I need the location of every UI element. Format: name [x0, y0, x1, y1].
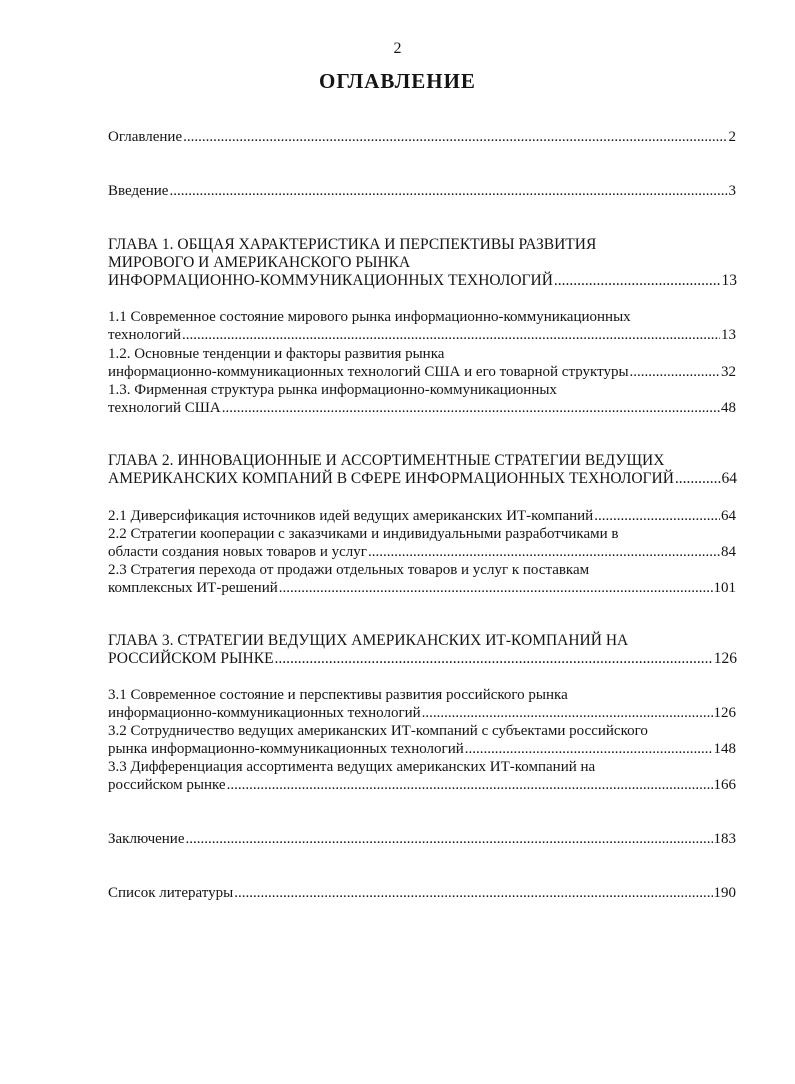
dot-leader: [275, 650, 713, 668]
toc-entry-text: 2.1 Диверсификация источников идей ведущих американских ИТ-компаний: [108, 508, 594, 524]
toc-entry-text: Список литературы: [108, 885, 234, 901]
toc-entry-text: 1.3. Фирменная структура рынка информационно-коммуникационных: [108, 382, 557, 398]
toc-page-number: 13: [721, 327, 736, 343]
toc-chapter-3[interactable]: [108, 632, 737, 668]
dot-leader: [594, 507, 720, 525]
dot-leader: [234, 884, 712, 902]
toc-entry-text: рынка информационно-коммуникационных технологий: [108, 741, 464, 757]
dot-leader: [675, 470, 721, 488]
toc-entry-text: 1.2. Основные тенденции и факторы развития рынка: [108, 346, 445, 362]
toc-section-2-1[interactable]: [108, 507, 736, 525]
dot-leader: [169, 182, 727, 200]
toc-page-number: 190: [713, 885, 736, 901]
toc-entry-vvedenie[interactable]: [108, 182, 736, 200]
dot-leader: [422, 704, 713, 722]
toc-section-1-2[interactable]: [108, 345, 736, 381]
dot-leader: [279, 579, 713, 597]
toc-entry-text: технологий: [108, 327, 182, 343]
toc-entry-zakluchenie[interactable]: [108, 830, 736, 848]
toc-page-number: 2: [728, 129, 736, 145]
toc-entry-text: 3.1 Современное состояние и перспективы развития российского рынка: [108, 687, 568, 703]
toc-section-2-3[interactable]: [108, 561, 736, 597]
toc-entry-text: 3.3 Дифференциация ассортимента ведущих американских ИТ-компаний на: [108, 759, 596, 775]
toc-entry-text: АМЕРИКАНСКИХ КОМПАНИЙ В СФЕРЕ ИНФОРМАЦИОННЫХ ТЕХНОЛОГИЙ: [108, 470, 674, 487]
toc-entry-text: Введение: [108, 183, 169, 199]
dot-leader: [222, 399, 720, 417]
toc-page-number: 84: [721, 544, 736, 560]
toc-section-3-1[interactable]: [108, 686, 736, 722]
toc-page-number: 32: [721, 364, 736, 380]
toc-entry-text: ГЛАВА 1. ОБЩАЯ ХАРАКТЕРИСТИКА И ПЕРСПЕКТИВЫ РАЗВИТИЯ: [108, 236, 597, 253]
toc-section-3-3[interactable]: [108, 758, 736, 794]
toc-entry-text: Оглавление: [108, 129, 183, 145]
toc-entry-oglavlenie[interactable]: [108, 128, 736, 146]
toc-page-number: 148: [713, 741, 736, 757]
toc-chapter-1[interactable]: [108, 236, 737, 290]
dot-leader: [465, 740, 713, 758]
toc-entry-text: Заключение: [108, 831, 185, 847]
dot-leader: [368, 543, 720, 561]
toc-entry-text: ИНФОРМАЦИОННО-КОММУНИКАЦИОННЫХ ТЕХНОЛОГИЙ: [108, 272, 553, 289]
page-title: ОГЛАВЛЕНИЕ: [319, 69, 476, 93]
page-number: 2: [393, 40, 402, 57]
toc-entry-text: 3.2 Сотрудничество ведущих американских ИТ-компаний с субъектами российского: [108, 723, 648, 739]
toc-entry-text: информационно-коммуникационных технологий США и его товарной структуры: [108, 364, 629, 380]
dot-leader: [630, 363, 720, 381]
toc-entry-text: ГЛАВА 3. СТРАТЕГИИ ВЕДУЩИХ АМЕРИКАНСКИХ ИТ-КОМПАНИЙ НА: [108, 632, 629, 649]
toc-entry-text: 2.2 Стратегии кооперации с заказчиками и индивидуальными разработчиками в: [108, 526, 619, 542]
toc-section-2-2[interactable]: [108, 525, 736, 561]
toc-page-number: 166: [713, 777, 736, 793]
toc-section-1-1[interactable]: [108, 308, 736, 344]
toc-entry-text: МИРОВОГО И АМЕРИКАНСКОГО РЫНКА: [108, 254, 411, 271]
dot-leader: [186, 830, 713, 848]
toc-page-number: 3: [728, 183, 736, 199]
toc-section-3-2[interactable]: [108, 722, 736, 758]
dot-leader: [182, 326, 720, 344]
dot-leader: [183, 128, 727, 146]
toc-page-number: 64: [721, 508, 736, 524]
toc-entry-text: РОССИЙСКОМ РЫНКЕ: [108, 650, 274, 667]
toc-entry-literatura[interactable]: [108, 884, 736, 902]
toc-entry-text: российском рынке: [108, 777, 226, 793]
dot-leader: [227, 776, 713, 794]
toc-page-number: 48: [721, 400, 736, 416]
toc-page-number: 13: [721, 272, 737, 289]
toc-entry-text: 1.1 Современное состояние мирового рынка информационно-коммуникационных: [108, 309, 631, 325]
toc-entry-text: области создания новых товаров и услуг: [108, 544, 367, 560]
toc-entry-text: комплексных ИТ-решений: [108, 580, 278, 596]
toc-page-number: 126: [713, 650, 737, 667]
dot-leader: [554, 272, 721, 290]
toc-page-number: 101: [713, 580, 736, 596]
toc-entry-text: технологий США: [108, 400, 221, 416]
toc-page-number: 126: [713, 705, 736, 721]
toc-page-number: 183: [713, 831, 736, 847]
toc-page-number: 64: [721, 470, 737, 487]
toc-entry-text: информационно-коммуникационных технологий: [108, 705, 421, 721]
toc-entry-text: ГЛАВА 2. ИННОВАЦИОННЫЕ И АССОРТИМЕНТНЫЕ СТРАТЕГИИ ВЕДУЩИХ: [108, 452, 665, 469]
toc-entry-text: 2.3 Стратегия перехода от продажи отдельных товаров и услуг к поставкам: [108, 562, 590, 578]
toc-chapter-2[interactable]: [108, 452, 737, 488]
toc-section-1-3[interactable]: [108, 381, 736, 417]
